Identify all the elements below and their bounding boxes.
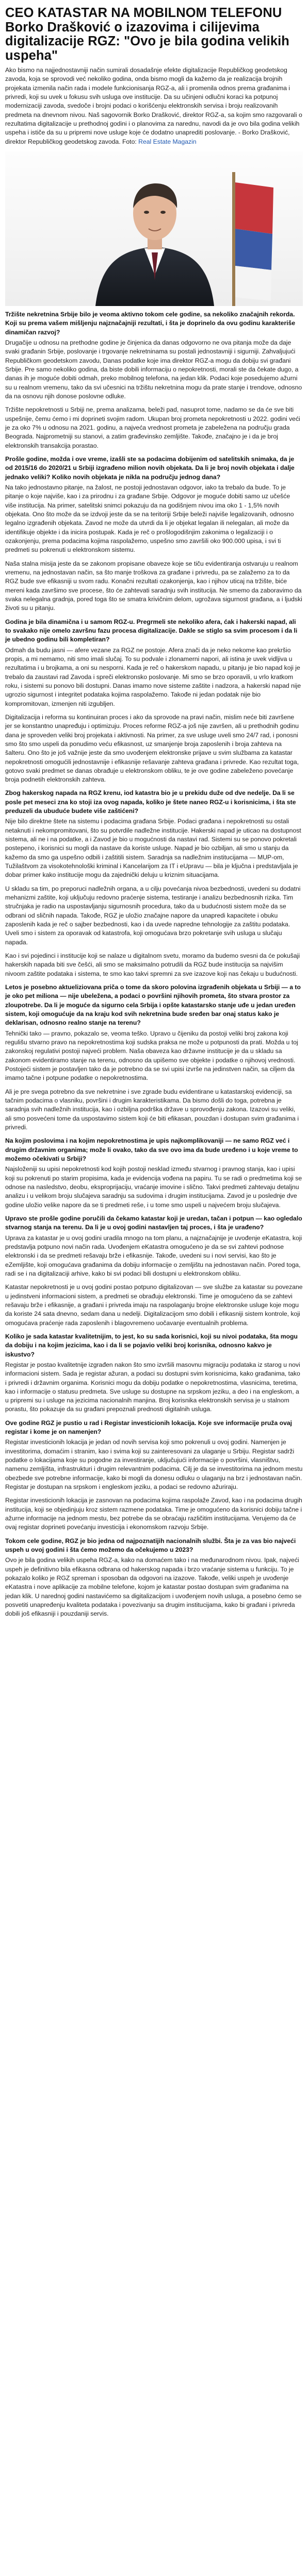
interview-answer: Drugačije u odnosu na prethodne godine je činjenica da danas odgovorno ne ova pitanja može da daje svaki građanin Srbije, poslovanje i trgovanje nekretninama su postali jednostavniji i sigurniji. Zahvaljujući Republičkom geodetskom zavodu, Danas podatke koje ima direktor RGZ-a mogu da dobiju svi građani Srbije. Pre samo nekoliko godina, da biste dobili informaciju o nepokretnosti, morali ste da čekate dugo, a danas ih je moguće dobiti odmah, preko mobilnog telefona, na jedan klik. Podaci koje posedujemo ažurni su u realnom vremenu, tako da svi učesnici na tržištu nekretnina mogu da prate stanje i trendove, odnosno da na osnovu njih donose poslovne odluke. xyxy=(5,339,302,400)
interview-answer: Na tako jednostavno pitanje, na žalost, ne postoji jednostavan odgovor, iako ta trebalo da bude. To je pitanje o koje najviše, kao i za prirodnu i za građane Srbije. Odgovor je moguće dobiti samo uz učešće više institucija. Na primer, satelitski snimci pokazuju da na godišnjem nivou ima oko 1 - 1,5% novih objekata. Ono što može da se izdvoji jeste da se na teritoriji Srbije beleži najviše legalizovanih, odnosno legalno izgrađenih objekata. Zavod ne može da utvrdi da li je objekat legalan ili nelegalan, ali može da identifikuje objekte i da inicira postupak. Kada je reč o prošlogodišnjim zakonima o legalizaciji i o ozakonjenju, prema podacima kojima raspolažemo, uspešno smo završili oko 900.000 upisa, i svi ti predmeti su pokrenuti u elektronskom sistemu. xyxy=(5,483,294,554)
portrait-illustration xyxy=(5,151,303,306)
interview-answer: Tržište nepokretnosti u Srbiji ne, prema analizama, beleži pad, nasuprot tome, nadamo se da će sve biti uspešnije, čemu ćemo i mi doprineti svojim radom. Ukupan broj prometa nepokretnosti u 2022. godini veći je za oko 7% u odnosu na 2021. godinu, a najveća vrednost prometa je zabeležena na području grada Beograda. Najprometniji su stanovi, a zatim građevinsko zemljište. Takođe, značajno je i da je broj elektronskih transakcija porastao. xyxy=(5,406,300,449)
interview-answer: Ali je pre svega potrebno da sve nekretnine i sve zgrade budu evidentirane u katastarskoj evidenciji, sa tačnim podacima o vlasniku, površini i drugim karakteristikama. Da bismo došli do toga, potrebna je saradnja svih nadležnih institucija, kao i ozbiljna podrška države u sprovođenju zakona. Izazovi su veliki, ali smo posvećeni tome da uspostavimo sistem koji će biti efikasan, pouzdan i dostupan svim građanima i privredi. xyxy=(5,1088,299,1131)
interview-answer: Najsloženiji su upisi nepokretnosti kod kojih postoji nesklad između stvarnog i pravnog stanja, kao i upisi koji su pokrenuti po starim propisima, kada je evidencija vođena na papiru. Tu se radi o predmetima koji se odnose na nasledstvo, deobu, eksproprijaciju, vraćanje imovine i slično. Takvi predmeti zahtevaju detaljnu analizu i u velikom broju slučajeva saradnju sa sudovima i drugim institucijama. Zavod je u poslednje dve godine uložio velike napore da se ti predmeti reše, i u tome smo uspeli u najvećem broju slučajeva. xyxy=(5,1165,302,1209)
interview-answer: Registar investicionih lokacija je zasnovan na podacima kojima raspolaže Zavod, kao i na podacima drugih institucija, koji se objedinjuju kroz sistem razmene podataka. Time je omogućeno da korisnici dobiju tačne i ažurne informacije na jednom mestu, bez potrebe da se obraćaju različitim institucijama. Verujemo da će ovaj registar doprineti povećanju investicija i ekonomskom razvoju Srbije. xyxy=(5,1497,302,1531)
article-headline: CEO KATASTAR NA MOBILNOM TELEFONU Borko Drašković o izazovima i cilijevima digitalizacije RGZ: "Ovo je bila godina velikih uspeha" xyxy=(5,6,289,63)
interview-answer: Kao i svi pojedinci i institucije koji se nalaze u digitalnom svetu, moramo da budemo svesni da će pokušaji hakerskih napada biti sve češći, ali smo se maksimalno potrudili da RGZ bude institucija sa najvišim nivoom zaštite podataka i sistema, te smo kao takvi spremni za sve izazove koji nas čekaju u budućnosti. xyxy=(5,952,300,977)
interview-answer: Registar investicionih lokacija je jedan od novih servisa koji smo pokrenuli u ovoj godini. Namenjen je investitorima, domaćim i stranim, kao i svima koji su zainteresovani za ulaganje u Srbiju. Registar sadrži podatke o lokacijama koje su pogodne za investiranje, uključujući informacije o površini, vlasništvu, namenu zemljišta, infrastrukturi i drugim relevantnim podacima. Cilj je da se investitorima na jednom mestu obezbede sve potrebne informacije, kako bi mogli da donesu odluku o ulaganju na brz i jednostavan način. Registar je dostupan na srpskom i engleskom jeziku, a podaci se redovno ažuriraju. xyxy=(5,1438,303,1491)
interview-question: Upravo ste prošle godine poručili da čekamo katastar koji je uredan, tačan i potpun — kao ogledalo stvarnog stanja na terenu. Da li je u ovoj godini nastavljen taj proces, i šta je urađeno? xyxy=(5,1214,302,1231)
lead-text: Ako bismo na najjednostavniji način sumirali dosadašnje efekte digitalizacije Republičkog geodetskog zavoda, koja se sprovodi već nekoliko godina, onda bismo mogli da kažemo da je realizacija brojnih projekata izmenila način rada i modele funkcionisanja RGZ-a, ali i promenila odnos prema građanima i privredi, koji su uvek u fokusu svih usluga ove institucije. Da su učinjeni odlučni koraci ka potpunoj modernizaciji zavoda, svedoče i brojni podaci o korišćenju elektronskih servisa i broju realizovanih predmeta na dnevnom nivou. Naš sagovornik Borko Drašković, direktor RGZ-a, sa kojim smo razgovarali o rezultatima digitalizacije u prethodnoj godini i o planovima za narednu, navodi da je ovo bila godina velikih uspeha i ističe da su u pripremi nove usluge koje će dodatno unaprediti poslovanje. - Borko Drašković, direktor Republičkog geodetskog zavoda. Foto: xyxy=(5,66,302,145)
article-body xyxy=(5,310,303,1619)
interview-answer: Odmah da budu jasni — afere vezane za RGZ ne postoje. Afera znači da je neko nekome kao prekršio propis, a mi nemamo, niti smo imali slučaj. To su podvale i zlonamerni napori, ali istina je uvek vidljiva u rezultatima i u brojkama, a oni su nesporni. Kada je reč o hakerskom napadu, u pitanju je bio napad koji je trebalo da zaustavi rad Zavoda i spreči elektronsko poslovanje. Mi smo se brzo oporavili, u vrlo kratkom roku, i sistemi su ponovo bili dostupni. Danas imamo nove sisteme zaštite i nadzora, a hakerski napad nije ugrozio sigurnost i integritet podataka kojima raspolažemo. Takođe ni jedan podatak nije bio kompromitovan, izmenjen niti izgubljen. xyxy=(5,646,301,707)
interview-question: Prošle godine, možda i ove vreme, izašli ste sa podacima dobijenim od satelitskih snimaka, da je od 2015/16 do 2020/21 u Srbiji izgrađeno milion novih objekata. Da li je broj novih objekata i dalje jednako veliki? Koliko novih objekata je nikla na području jednog dana? xyxy=(5,455,295,481)
interview-question: Zbog hakerskog napada na RGZ krenu, iod katastra bio je u prekidu duže od dve nedelje. Da li se posle pet meseci zna ko stoji iza ovog napada, koliko je štete naneo RGZ-u i korisnicima, i šta ste preduzeli da ubuduće budete više zaštićeni? xyxy=(5,789,296,815)
interview-answer: Uprava za katastar je u ovoj godini uradila mnogo na tom planu, a najznačajnije je uvođenje eKatastra, koji predstavlja potpuno novi način rada. Uvođenjem eKatastra omogućeno je da se svi zahtevi podnose elektronski i da se predmeti rešavaju brže i efikasnije. Takođe, uvedeni su i novi servisi, kao što je eZemljište, koji omogućava građanima da dobiju informacije o zemljištu na jednostavan način. Pored toga, radi se i na digitalizaciji arhive, kako bi svi podaci bili dostupni u elektronskom obliku. xyxy=(5,1234,302,1277)
interview-answer: Digitalizacija i reforma su kontinuiran proces i ako da sprovode na pravi način, mislim neće biti završene jer se konstantno unapređuju i optimizuju. Proces reforme RGZ-a još nije završen, ali u prethodnih godinu dana je sproveden veliki broj projekata i aktivnosti. Na primer, za sve usluge uveli smo 24/7 rad, i ponosni smo što smo uspeli da ponudimo veću efikasnost, uz smanjenje broja zaposlenih i broja zahteva na šalteru. Ono što je još važnije jeste da smo uvođenjem elektronske prijave u svim službama za katastar nepokretnosti omogućili jednostavnije i efikasnije rešavanje zahteva građana i privrede. Kao rezultat toga, gotovo svaki predmet se danas obrađuje u elektronskom obliku, te je ove godine zabeleženo povećanje broja podnetih elektronskih zahteva. xyxy=(5,713,299,784)
interview-question: Na kojim poslovima i na kojim nepokretnostima je upis najkomplikovaniji — ne samo RGZ već i drugim državnim organima; može li ovako, tako da sve ovo ima da bude uređeno i u koje vreme to možemo očekivati u Srbiji? xyxy=(5,1137,298,1162)
interview-answer: Tržište nekretnina Srbije bilo je veoma aktivno tokom cele godine, sa nekoliko značajnih rekorda. Koji su prema vašem mišljenju najznačajniji rezultati, i šta je doprinelo da ovu godinu karakteriše dinamičan razvoj? xyxy=(5,311,296,336)
interview-answer: Katastar nepokretnosti je u ovoj godini postao potpuno digitalizovan — sve službe za katastar su povezane u jedinstveni informacioni sistem, a predmeti se obrađuju elektronski. Time je omogućeno da se zahtevi rešavaju brže i efikasnije, a građani i privreda imaju na raspolaganju brojne elektronske usluge koje mogu da koriste 24 sata dnevno, sedam dana u nedelji. Digitalizacijom smo dobili i efikasniji sistem kontrole, koji omogućava praćenje rada zaposlenih i blagovremeno uočavanje eventualnih problema. xyxy=(5,1283,303,1327)
flag-icon xyxy=(232,172,273,306)
interview-answer: U skladu sa tim, po preporuci nadležnih organa, a u cilju povećanja nivoa bezbednosti, uvedeni su dodatni mehanizmi zaštite, koji uključuju redovno praćenje sistema, testiranje i analizu bezbednosnih rizika. Tim stručnjaka je radio na uspostavljanju sigurnosnih procedura, tako da u budućnosti sistem može da se odbrani od sličnih napada. Takođe, RGZ je uložio značajne napore da unapredi kapacitete i obuku zaposlenih kada je reč o sajber bezbednosti, kao i da uvede napredne tehnologije za zaštitu podataka. Uveli smo i sistem za oporavak od katastrofa, koji omogućava brzo pokretanje svih usluga u slučaju napada. xyxy=(5,885,301,946)
interview-answer: Tehnički tako — pravno, pokazalo se, veoma teško. Upravo u čijeniku da postoji veliki broj zakona koji regulišu stvarno pravo na nepokretnostima koji sudska praksa ne može u potpunosti da prati. Možda u toj zakonskoj regulativi postoji najveći problem. Naša obaveza kao državne institucije je da u skladu sa zakonom evidentiramo stanje na terenu, odnosno da upišemo sve objekte i podatke o njihovoj vrednosti. Postojeći sistem je postavljen tako da je potrebno da se svi upisi izvrše na jedinstven način, sa ciljem da imamo tačne i potpune podatke o nepokretnostima. xyxy=(5,1029,298,1082)
interview-answer: Registar je postao kvalitetnije izgrađen nakon što smo izvršili masovnu migraciju podataka iz starog u novi informacioni sistem. Sada je registar ažuran, a podaci su dostupni svim korisnicima, kako građanima, tako i privredi i državnim organima. Korisnici mogu da dobiju podatke o nepokretnostima, vlasnicima, teretima, kao i informacije o statusu predmeta. Sve usluge su dostupne na srpskom jeziku, a deo i na engleskom, a u pripremi su i usluge na jezicima nacionalnih manjina. Broj korisnika elektronskih servisa je u stalnom porastu, što pokazuje da su građani prepoznali prednosti digitalnih usluga. xyxy=(5,1361,300,1413)
interview-question: Koliko je sada katastar kvalitetnijim, to jest, ko su sada korisnici, koji su nivoi podataka, šta mogu da dobiju i na kojim jezicima, kao i da li se pojavio veliki broj korisnika, odnosno kakvo je iskustvo? xyxy=(5,1332,298,1358)
interview-question: Godina je bila dinamična i u samom RGZ-u. Pregrmeli ste nekoliko afera, ćak i hakerski napad, ali to svakako nije omelo završnu fazu procesa digitalizacije. Dakle se stiglo sa svim procesom i da li je ubedno godinu bili kompletiran? xyxy=(5,618,298,643)
interview-question: Tokom cele godine, RGZ je bio jedna od najpoznatijih nacionalnih službi. Šta je za vas bio najveći uspeh u ovoj godini i šta ćemo možemo da očekujemo u 2023? xyxy=(5,1537,296,1554)
interview-question: Letos je posebno aktueliziovana priča o tome da skoro polovina izgrađenih objekata u Srbiji — a to je oko pet miliona — nije ubeležena, a podaci o površini njihovih prometa, što stvara prostor za zloupotrebe. Da li je moguće da sigurno cela Srbija i opšte katastarsko stanje uđe u jedan uređen sistem, koji omogućuje da na kraju kod svih nekretnina bude sređen bar onaj status kako je deklarisan, odnosno realno stanje na terenu? xyxy=(5,984,301,1027)
portrait-photo xyxy=(5,151,303,306)
interview-answer: Ovo je bila godina velikih uspeha RGZ-a, kako na domaćem tako i na međunarodnom nivou. Ipak, najveći uspeh je definitivno bila efikasna odbrana od hakerskog napada i brzo vraćanje sistema u funkciju. To je pokazalo koliko je RGZ spreman i sposoban da odgovori na izazove. Takođe, veliki uspeh je uvođenje eKatastra i nove aplikacije za mobilne telefone, kojom je katastar postao dostupan svim građanima na jedan klik. U narednoj godini nastavićemo sa digitalizacijom i uvođenjem novih usluga, a posebno ćemo se posvetiti unapređenju kvaliteta podataka i povezivanju sa drugim institucijama, kako bi građani i privreda dobili još efikasniji i pouzdaniji servis. xyxy=(5,1556,302,1618)
interview-answer: Naša stalna misija jeste da se zakonom propisane obaveze koje se tiču evidentiranja ostvaruju u realnom vremenu, na jednostavan način, sa što manje troškova za građane i privredu, pa se zalažemo za to da RGZ bude sve efikasniji u svom radu. Konačni rezultati ozakonjenja, kao i njihov uticaj na tržište, biće mereni kada završimo sve procese, što će zahtevati saradnju svih institucija. Ne smemo da zaboravimo da svaka nelegalna gradnja, pored toga što se smatra krivičnim delom, ugrožava sigurnost građana, a i ljudski životi su u pitanju. xyxy=(5,560,302,612)
interview-answer: Nije bilo direktne štete na sistemu i podacima građana Srbije. Podaci građana i nepokretnosti su ostali netaknuti i nekompromitovani, što su potvrdile nadležne institucije. Hakerski napad je uticao na dostupnost sistema, ali ne i na podatke, a i Zavod je bio u mogućnosti da nastavi rad. Sistemi su se ponovo pokretali postepeno, i korisnici su mogli da nastave da koriste usluge. Napad je bio ozbiljan, ali smo u stanju da kažemo da smo ga uspešno odbili i zaštitili sistem. Saradnja sa nadležnim institucijama — MUP-om, Tužilaštvom za visokotehnološki kriminal i Kancelarijom za IT i eUpravu — bila je ključna i predstavljala je dobar primer kako institucije mogu da zajednički deluju u kriznim situacijama. xyxy=(5,818,301,879)
article-lead xyxy=(5,66,303,146)
source-link[interactable]: Real Estate Magazin xyxy=(138,138,197,145)
interview-question: Ove godine RGZ je pustio u rad i Registar investicionih lokacija. Koje sve informacije pruža ovaj registar i kome je on namenjen? xyxy=(5,1419,293,1436)
